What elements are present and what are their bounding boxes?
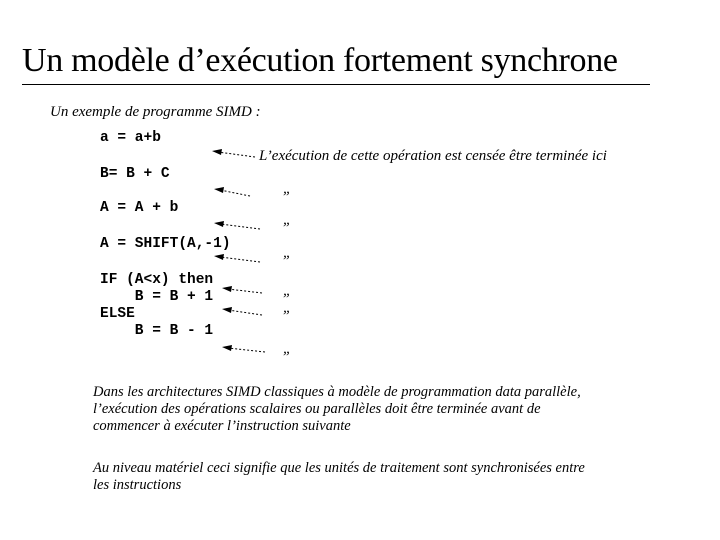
arrowhead-2: [214, 187, 224, 193]
ditto-mark-5: „: [283, 300, 292, 316]
arrow-line-1: [218, 152, 255, 157]
paragraph-1-line-1: Dans les architectures SIMD classiques à modèle de programmation data parallèle,: [93, 384, 581, 400]
paragraph-1: [93, 384, 581, 435]
paragraph-1-line-3: commencer à exécuter l’instruction suivante: [93, 418, 351, 434]
arrow-line-2: [220, 190, 250, 196]
code-line-4: A = SHIFT(A,-1): [100, 236, 231, 252]
paragraph-2-line-2: les instructions: [93, 477, 182, 493]
arrowhead-5: [222, 286, 232, 292]
ditto-mark-6: „: [283, 341, 292, 357]
code-line-1: a = a+b: [100, 130, 161, 146]
arrow-line-6: [228, 310, 262, 315]
arrowhead-7: [222, 345, 232, 351]
slide-title: Un modèle d’exécution fortement synchrone: [22, 42, 618, 79]
annotation-note: L’exécution de cette opération est censée être terminée ici: [259, 148, 607, 164]
ditto-mark-3: „: [283, 245, 292, 261]
arrow-line-5: [228, 289, 262, 293]
arrowhead-6: [222, 307, 232, 313]
arrow-line-7: [228, 348, 265, 352]
arrow-line-3: [220, 224, 260, 229]
ditto-mark-1: „: [283, 181, 292, 197]
paragraph-2: [93, 460, 585, 494]
code-line-2: B= B + C: [100, 166, 170, 182]
arrow-line-4: [220, 257, 260, 262]
ditto-mark-4: „: [283, 283, 292, 299]
paragraph-2-line-1: Au niveau matériel ceci signifie que les unités de traitement sont synchronisées entre: [93, 460, 585, 476]
code-line-6: B = B + 1: [100, 289, 214, 305]
code-line-7: ELSE: [100, 306, 135, 322]
code-line-5: IF (A<x) then: [100, 272, 214, 288]
ditto-mark-2: „: [283, 212, 292, 228]
code-line-8: B = B - 1: [100, 323, 214, 339]
arrowhead-4: [214, 254, 224, 260]
code-line-3: A = A + b: [100, 200, 179, 216]
slide-subtitle: Un exemple de programme SIMD :: [50, 104, 261, 120]
arrowhead-3: [214, 221, 224, 227]
arrowhead-1: [212, 149, 222, 155]
paragraph-1-line-2: l’exécution des opérations scalaires ou parallèles doit être terminée avant de: [93, 401, 541, 417]
